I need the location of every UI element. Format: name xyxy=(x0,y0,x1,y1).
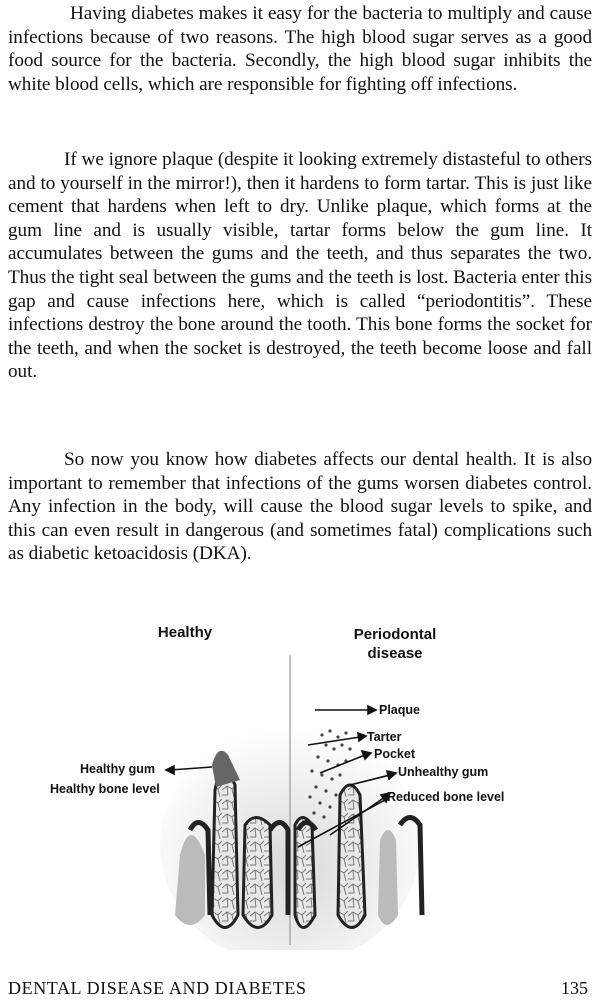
label-plaque: Plaque xyxy=(379,703,420,717)
paragraph-2: If we ignore plaque (despite it looking extremely distasteful to others and to yourself in the mirror!), then it hardens to form tartar. This is just like cement that hardens when left to dry. Unlike plaque, which forms at the gum line and is usually visible, tartar forms below the gum line. It accumulates between the gums and the teeth, and thus separates the two. Thus the tight seal between the gums and the teeth is lost. Bacteria enter this gap and cause infections here, which is called “periodontitis”. These infections destroy the bone around the tooth. This bone forms the socket for the teeth, and when the socket is destroyed, the teeth become loose and fall out. xyxy=(8,149,592,383)
disease-title: Periodontal disease xyxy=(353,626,437,662)
label-healthy-bone: Healthy bone level xyxy=(50,782,160,796)
paragraph-1: Having diabetes makes it easy for the bacteria to multiply and cause infections because of two reasons. The high blood sugar serves as a good food source for the bacteria. Secondly, the high blood sugar inhibits the white blood cells, which are responsible for fighting off infections. xyxy=(8,3,592,95)
periodontal-diagram xyxy=(40,615,540,950)
page-number: 135 xyxy=(561,978,588,998)
label-unhealthy-gum: Unhealthy gum xyxy=(398,765,489,779)
running-footer-title: DENTAL DISEASE AND DIABETES xyxy=(8,978,307,998)
healthy-title: Healthy xyxy=(157,624,213,641)
label-reduced-bone: Reduced bone level xyxy=(387,790,505,804)
label-tarter: Tarter xyxy=(367,730,402,744)
label-pocket: Pocket xyxy=(374,747,415,761)
label-healthy-gum: Healthy gum xyxy=(80,762,156,776)
paragraph-3: So now you know how diabetes affects our dental health. It is also important to remember that infections of the gums worsen diabetes control. Any infection in the body, will cause the blood sugar levels to spike, and this can even result in dangerous (and sometimes fatal) complications such as diabetic ketoacidosis (DKA). xyxy=(8,449,592,565)
